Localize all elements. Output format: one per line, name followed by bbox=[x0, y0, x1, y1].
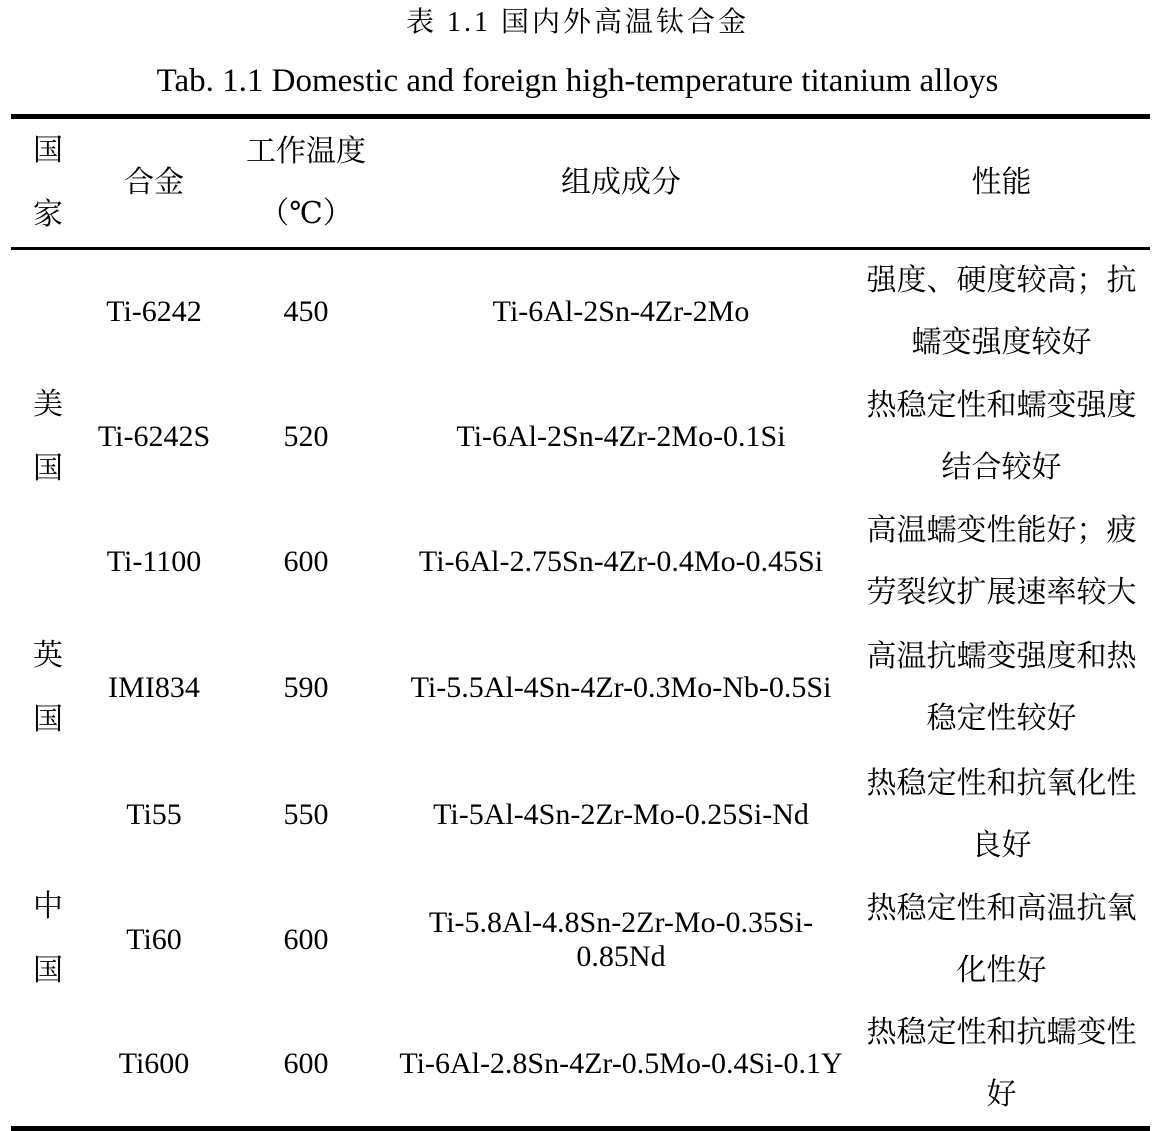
property-line: 热稳定性和抗蠕变性 bbox=[866, 1016, 1137, 1049]
header-temperature bbox=[223, 117, 389, 249]
alloy-cell: Ti600 bbox=[118, 1047, 190, 1080]
country-label-uk: 英国 bbox=[33, 639, 63, 736]
table-row-ti600 bbox=[11, 1002, 1150, 1129]
composition-cell: Ti-6Al-2Sn-4Zr-2Mo bbox=[492, 295, 750, 328]
alloy-cell: Ti55 bbox=[126, 797, 182, 831]
property-line: 热稳定性和抗氧化性 bbox=[866, 766, 1137, 800]
alloy-cell: Ti-1100 bbox=[106, 544, 202, 578]
temperature-cell: 450 bbox=[283, 295, 329, 328]
alloy-cell: Ti60 bbox=[126, 922, 182, 956]
country-cell-uk bbox=[11, 624, 85, 752]
temperature-cell: 600 bbox=[283, 544, 329, 578]
composition-cell: Ti-5.8Al-4.8Sn-2Zr-Mo-0.35Si-0.85Nd bbox=[428, 905, 814, 973]
property-line: 化性好 bbox=[956, 953, 1047, 987]
property-line: 好 bbox=[986, 1078, 1017, 1111]
temperature-cell: 590 bbox=[283, 671, 329, 704]
table-caption-chinese: 表 1.1 国内外高温钛合金 bbox=[405, 7, 749, 38]
header-temperature-unit: （℃） bbox=[259, 197, 353, 230]
property-cell bbox=[853, 624, 1150, 752]
header-property-label: 性能 bbox=[971, 166, 1032, 199]
table-row-ti55 bbox=[11, 752, 1150, 877]
property-cell bbox=[853, 374, 1150, 499]
table-row-ti6242 bbox=[11, 249, 1150, 375]
header-composition-label: 组成成分 bbox=[561, 166, 681, 199]
temperature-cell: 550 bbox=[283, 797, 329, 831]
property-cell bbox=[853, 499, 1150, 624]
table-row-ti1100 bbox=[11, 499, 1150, 624]
property-line: 劳裂纹扩展速率较大 bbox=[866, 575, 1137, 609]
property-line: 稳定性较好 bbox=[926, 702, 1077, 735]
composition-cell: Ti-6Al-2Sn-4Zr-2Mo-0.1Si bbox=[456, 419, 786, 453]
property-line: 结合较好 bbox=[941, 450, 1062, 484]
header-row bbox=[11, 117, 1150, 249]
property-cell bbox=[853, 752, 1150, 877]
property-line: 蠕变强度较好 bbox=[911, 326, 1092, 359]
property-cell bbox=[853, 249, 1150, 375]
header-country bbox=[11, 117, 85, 249]
header-temperature-label: 工作温度 bbox=[246, 135, 366, 168]
alloy-cell: IMI834 bbox=[108, 671, 200, 704]
property-line: 良好 bbox=[971, 828, 1032, 862]
alloy-cell: Ti-6242S bbox=[97, 419, 211, 453]
temperature-cell: 600 bbox=[283, 922, 329, 956]
header-property bbox=[853, 117, 1150, 249]
composition-cell: Ti-6Al-2.75Sn-4Zr-0.4Mo-0.45Si bbox=[418, 544, 824, 578]
property-line: 强度、硬度较高；抗 bbox=[866, 264, 1137, 297]
table-row-ti60 bbox=[11, 877, 1150, 1002]
composition-cell: Ti-6Al-2.8Sn-4Zr-0.5Mo-0.4Si-0.1Y bbox=[399, 1047, 843, 1080]
temperature-cell: 520 bbox=[283, 419, 329, 453]
header-composition bbox=[389, 117, 853, 249]
property-line: 热稳定性和蠕变强度 bbox=[866, 388, 1137, 422]
property-cell bbox=[853, 1002, 1150, 1129]
header-country-label: 国家 bbox=[33, 134, 63, 231]
table-row-imi834 bbox=[11, 624, 1150, 752]
country-cell-usa bbox=[11, 249, 85, 625]
header-alloy-label: 合金 bbox=[124, 166, 184, 199]
property-line: 热稳定性和高温抗氧 bbox=[866, 891, 1137, 925]
property-line: 高温抗蠕变强度和热 bbox=[866, 640, 1137, 673]
table-caption-english: Tab. 1.1 Domestic and foreign high-temperature titanium alloys bbox=[156, 63, 999, 99]
country-cell-china bbox=[11, 752, 85, 1129]
country-label-usa: 美国 bbox=[33, 388, 63, 485]
composition-cell: Ti-5Al-4Sn-2Zr-Mo-0.25Si-Nd bbox=[433, 797, 809, 831]
table-row-ti6242s bbox=[11, 374, 1150, 499]
country-label-china: 中国 bbox=[33, 890, 63, 987]
header-alloy bbox=[85, 117, 223, 249]
temperature-cell: 600 bbox=[283, 1047, 329, 1080]
property-line: 高温蠕变性能好；疲 bbox=[866, 513, 1137, 547]
alloys-table bbox=[11, 114, 1150, 1131]
property-cell bbox=[853, 877, 1150, 1002]
composition-cell: Ti-5.5Al-4Sn-4Zr-0.3Mo-Nb-0.5Si bbox=[410, 671, 832, 704]
alloy-cell: Ti-6242 bbox=[106, 295, 202, 328]
